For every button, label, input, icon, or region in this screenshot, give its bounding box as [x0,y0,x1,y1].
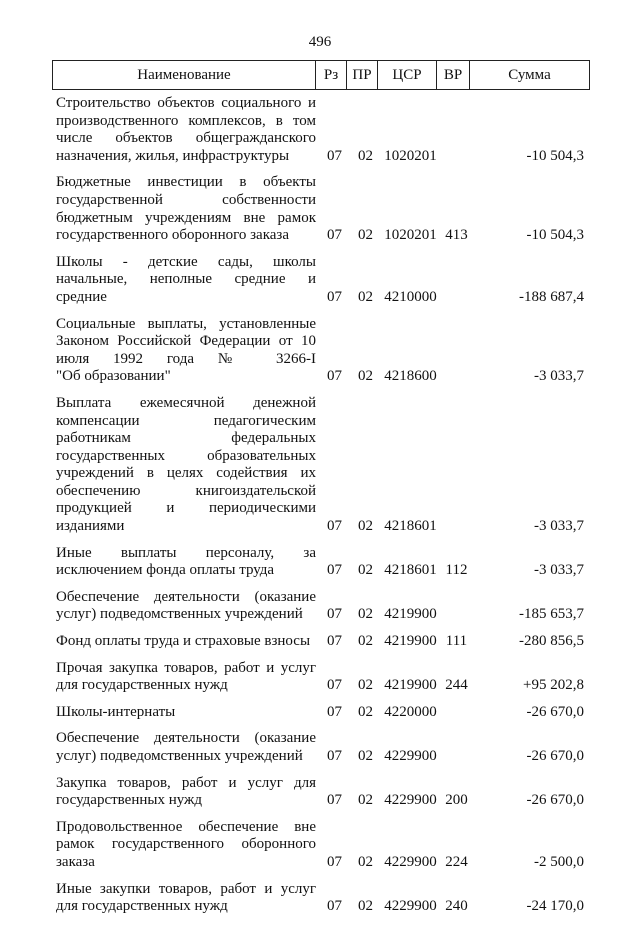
row-pr: 02 [358,677,373,694]
table-row [52,174,590,244]
row-sum: -26 670,0 [526,792,584,809]
table-row [52,95,590,165]
row-pr: 02 [358,288,373,305]
row-name-line: бюджетным учреждениям вне рамок [56,209,316,226]
table-row [52,545,590,580]
row-pr: 02 [358,792,373,809]
row-name-line: Школы-интернаты [56,703,176,720]
row-name-line: Социальные выплаты, установленные [56,315,316,332]
header-pr: ПР [347,61,378,89]
row-name-line: заказа [56,853,95,870]
table-header [52,60,590,90]
row-sum: -185 653,7 [519,606,584,623]
row-rz: 07 [327,227,342,244]
row-name-line: начальные, неполные средние и [56,271,316,288]
row-name-line: обеспечению книгоиздательской [56,482,316,499]
row-name-line: назначения, жилья, инфраструктуры [56,147,290,164]
row-name [52,589,316,624]
row-rz: 07 [327,562,342,579]
row-vr: 413 [445,227,468,244]
table-row [52,395,590,536]
row-name-line: для государственных нужд [56,677,228,694]
row-sum: -2 500,0 [534,853,584,870]
row-sum: -10 504,3 [526,227,584,244]
row-name-line: Прочая закупка товаров, работ и услуг [56,659,316,676]
row-rz: 07 [327,792,342,809]
table-row [52,660,590,695]
row-name-line: Бюджетные инвестиции в объекты [56,174,316,191]
row-name [52,316,316,386]
row-sum: -3 033,7 [534,368,584,385]
row-name-line: государственной собственности [56,191,316,208]
row-name [52,395,316,536]
header-sum: Сумма [508,66,551,83]
header-vr: ВР [437,61,470,89]
row-rz: 07 [327,677,342,694]
table-row [52,881,590,916]
row-name [52,881,316,916]
row-sum: -26 670,0 [526,748,584,764]
table-row [52,589,590,624]
row-name-line: Обеспечение деятельности (оказание [56,588,316,605]
row-csr: 4229900 [384,898,437,915]
row-rz: 07 [327,748,342,764]
row-pr: 02 [358,633,373,650]
row-sum: -3 033,7 [534,562,584,579]
row-name-line: июля 1992 года № 3266-I [56,350,316,367]
row-name [52,704,316,722]
row-name-line: компенсации педагогическим [56,412,316,429]
row-vr: 224 [445,853,468,870]
row-csr: 4220000 [384,703,437,720]
row-name-line: учреждений в целях содействия их [56,465,316,482]
row-name-line: Иные закупки товаров, работ и услуг [56,880,316,897]
row-pr: 02 [358,518,373,535]
row-rz: 07 [327,147,342,164]
table-row [52,775,590,810]
row-name-line: производственного комплексов, в том [56,112,316,129]
row-name-line: числе объектов общегражданского [56,130,316,147]
row-sum: -10 504,3 [526,147,584,164]
row-pr: 02 [358,606,373,623]
row-name-line: "Об образовании" [56,368,171,385]
row-sum: -24 170,0 [526,898,584,915]
row-name [52,174,316,244]
row-name [52,819,316,872]
row-rz: 07 [327,633,342,650]
row-sum: -188 687,4 [519,288,584,305]
row-pr: 02 [358,853,373,870]
row-rz: 07 [327,703,342,720]
row-pr: 02 [358,748,373,764]
row-name-line: работникам федеральных [56,430,316,447]
row-sum: +95 202,8 [523,677,584,694]
row-name [52,633,316,651]
row-csr: 1020201 [384,147,437,164]
page-number: 496 [308,34,332,50]
row-name [52,545,316,580]
table-row [52,730,590,765]
row-rz: 07 [327,368,342,385]
row-rz: 07 [327,518,342,535]
row-name-line: рамок государственного оборонного [56,836,316,853]
header-csr: ЦСР [378,61,437,89]
row-name-line: продукцией и периодическими [56,500,316,517]
table-row [52,633,590,651]
row-name [52,730,316,765]
row-csr: 4218601 [384,518,437,535]
row-name-line: изданиями [56,518,125,535]
row-vr: 240 [445,898,468,915]
row-vr: 200 [445,792,468,809]
table-row [52,254,590,307]
row-csr: 4219900 [384,633,437,650]
row-rz: 07 [327,606,342,623]
row-pr: 02 [358,898,373,915]
row-name-line: Продовольственное обеспечение вне [56,818,316,835]
row-pr: 02 [358,562,373,579]
row-pr: 02 [358,368,373,385]
header-name: Наименование [53,61,316,89]
row-csr: 4219900 [384,677,437,694]
row-csr: 4210000 [384,288,437,305]
row-name-line: государственных образовательных [56,447,316,464]
row-name-line: Иные выплаты персоналу, за [56,544,316,561]
row-csr: 4218601 [384,562,437,579]
table-row [52,316,590,386]
row-rz: 07 [327,288,342,305]
row-vr: 244 [445,677,468,694]
row-name-line: Закупка товаров, работ и услуг для [56,774,316,791]
table-row [52,704,590,722]
row-sum: -280 856,5 [519,633,584,650]
row-name-line: государственных нужд [56,792,203,809]
row-name-line: услуг) подведомственных учреждений [56,748,303,764]
header-rz: Рз [316,61,347,89]
row-sum: -26 670,0 [526,703,584,720]
row-name-line: средние [56,288,107,305]
row-name-line: для государственных нужд [56,898,228,915]
row-csr: 4229900 [384,748,437,764]
table-row [52,819,590,872]
row-name-line: Выплата ежемесячной денежной [56,394,316,411]
row-name-line: услуг) подведомственных учреждений [56,606,303,623]
row-csr: 4229900 [384,853,437,870]
row-name-line: государственного оборонного заказа [56,227,290,244]
row-name-line: Законом Российской Федерации от 10 [56,333,316,350]
row-csr: 4218600 [384,368,437,385]
row-csr: 4229900 [384,792,437,809]
row-pr: 02 [358,703,373,720]
row-name [52,660,316,695]
row-name-line: исключением фонда оплаты труда [56,562,275,579]
row-name [52,775,316,810]
row-vr: 112 [445,562,468,579]
row-pr: 02 [358,227,373,244]
row-vr: 111 [445,633,468,650]
row-csr: 1020201 [384,227,437,244]
row-name-line: Школы - детские сады, школы [56,253,316,270]
row-name [52,95,316,165]
row-rz: 07 [327,898,342,915]
table-body [52,95,590,925]
row-sum: -3 033,7 [534,518,584,535]
row-name-line: Строительство объектов социального и [56,95,316,111]
row-name-line: Фонд оплаты труда и страховые взносы [56,633,311,650]
row-pr: 02 [358,147,373,164]
row-name [52,254,316,307]
row-csr: 4219900 [384,606,437,623]
row-rz: 07 [327,853,342,870]
row-name-line: Обеспечение деятельности (оказание [56,730,316,747]
